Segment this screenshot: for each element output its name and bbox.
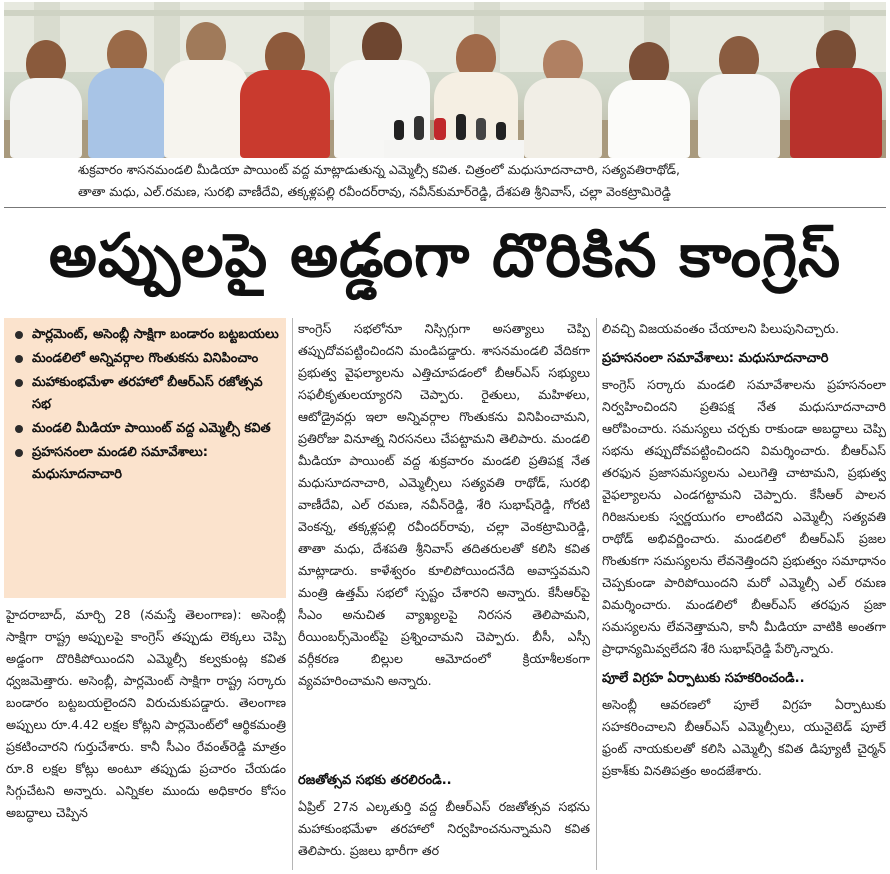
highlight-item — [10, 348, 280, 370]
article-subheading: ప్రహసనంలా సమావేశాలు: మధుసూదనాచారి — [602, 351, 829, 366]
person-7 — [524, 40, 602, 158]
highlight-item — [10, 372, 280, 416]
highlight-text: ప్రహసనంలా మండలి సమావేశాలు: మధుసూదనాచారి — [32, 445, 208, 482]
headline-divider — [4, 207, 886, 208]
article-paragraph: కాంగ్రెస్ సర్కారు మండలి సమావేశాలను ప్రహసనంలా నిర్వహించిందని ప్రతిపక్ష నేత మధుసూదనాచారి ఆరోపించారు. సమస్యలు చర్చకు రాకుండా అబద్ధాలు చెప్పి సభను తప్పుదోవపట్టించిందని విమర్శించారు. బీఆర్‌ఎస్ తరఫున ప్రజాసమస్యలను ఎలుగెత్తి చాటామని, ప్రభుత్వ వైఫల్యాలను ఎండగట్టామని చెప్పారు. కేసీఆర్ పాలన గిరిజనులకు స్వర్ణయుగం లాంటిదని ఎమ్మెల్సీ సత్యవతి రాథోడ్ అభివర్ణించారు. మండలిలో బీఆర్‌ఎస్ ప్రజల గొంతుకగా సమస్యలను లేవనెత్తిందని ప్రభుత్వం సమాధానం చెప్పకుండా పారిపోయిందని మరో ఎమ్మెల్సీ ఎల్ రమణ విమర్శించారు. మండలిలో బీఆర్‌ఎస్ తరఫున ప్రజా సమస్యలను లేవనెత్తామని, కానీ మీడియా వాటికి అంతగా ప్రాధాన్యమివ్వలేదని శేరి సుభాష్‌రెడ్డి పేర్కొన్నారు. — [602, 377, 886, 656]
highlight-text: మహాకుంభమేళా తరహాలో బీఆర్‌ఎస్ రజోత్సవ సభ — [32, 375, 263, 412]
news-photo — [4, 2, 886, 158]
bullet-icon — [15, 379, 23, 387]
article-paragraph: ఏప్రిల్ 27న ఎల్కతుర్తి వద్ద బీఆర్‌ఎస్ రజతోత్సవ సభను మహాకుంభమేళా తరహాలో నిర్వహించనున్నామని కవిత తెలిపారు. ప్రజలు భారీగా తర — [298, 799, 590, 858]
article-paragraph: లివచ్చి విజయవంతం చేయాలని పిలుపునిచ్చారు. — [602, 321, 840, 336]
headline: అప్పులపై అడ్డంగా దొరికిన కాంగ్రెస్ — [48, 221, 842, 291]
person-8 — [608, 42, 690, 158]
person-9 — [698, 36, 780, 158]
highlight-item — [10, 324, 280, 346]
highlights-box — [4, 318, 286, 598]
article-column-middle — [298, 318, 590, 758]
article-column-middle-lower — [298, 762, 590, 872]
article-paragraph: కాంగ్రెస్ సభలోనూ నిస్సిగ్గుగా అసత్యాలు చెప్పి తప్పుదోవపట్టించిందని మండిపడ్డారు. శాసనమండలి వేదికగా ప్రభుత్వ వైఫల్యాలను ఎత్తిచూపడంలో బీఆర్‌ఎస్ సభ్యులు సఫలీకృతులయ్యారని చెప్పారు. రైతులు, మహిళలు, ఆటోడ్రైవర్లు ఇలా అన్నివర్గాల గొంతుకను వినిపించామని, ప్రతిరోజు వినూత్న నిరసనలు చేపట్టామని తెలిపారు. మండలి మీడియా పాయింట్ వద్ద శుక్రవారం మండలి ప్రతిపక్ష నేత మధుసూదనాచారి, ఎమ్మెల్సీలు సత్యవతి రాథోడ్, సురభి వాణీదేవి, ఎల్ రమణ, నవీన్‌రెడ్డి, శేరి సుభాష్‌రెడ్డి, గోరటి వెంకన్న, తక్కళ్లపల్లి రవీందర్‌రావు, చల్లా వెంకట్రామిరెడ్డి, తాతా మధు, దేశపతి శ్రీనివాస్ తదితరులతో కలిసి కవిత మాట్లాడారు. కాళేశ్వరం కూలిపోయిందనేది అవాస్తవమని మంత్రి ఉత్తమ్ సభలో స్పష్టం చేశారని అన్నారు. కేసీఆర్‌పై సీఎం అనుచిత వ్యాఖ్యలపై నిరసన తెలిపామని, రీయింబర్స్‌మెంట్‌పై ప్రశ్నించామని చెప్పారు. బీసీ, ఎస్సీ వర్గీకరణ బిల్లుల ఆమోదంలో క్రియాశీలకంగా వ్యవహరించామని అన్నారు. — [298, 321, 590, 688]
article-column-left — [6, 604, 286, 872]
person-4 — [240, 32, 330, 158]
person-1 — [10, 40, 82, 158]
article-paragraph: అసెంబ్లీ ఆవరణలో పూలే విగ్రహ ఏర్పాటుకు సహకరించాలని బీఆర్‌ఎస్ ఎమ్మెల్సీలు, యునైటెడ్ పూలే ఫ్రంట్ నాయకులతో కలిసి ఎమ్మెల్సీ కవిత డిప్యూటీ చైర్మన్ ప్రకాశ్‌కు వినతిపత్రం అందజేశారు. — [602, 697, 886, 778]
highlight-item — [10, 442, 280, 486]
person-2 — [88, 30, 166, 158]
photo-caption-line-1: శుక్రవారం శాసనమండలి మీడియా పాయింట్ వద్ద మాట్లాడుతున్న ఎమ్మెల్సీ కవిత. చిత్రంలో మధుసూదనాచారి, సత్యవతిరాథోడ్, — [78, 162, 680, 177]
highlight-text: మండలిలో అన్నివర్గాల గొంతుకను వినిపించాం — [32, 351, 259, 366]
column-divider — [292, 318, 293, 870]
bullet-icon — [15, 449, 23, 457]
highlight-item — [10, 418, 280, 440]
article-paragraph: హైదరాబాద్, మార్చి 28 (నమస్తే తెలంగాణ): అసెంబ్లీ సాక్షిగా రాష్ట్ర అప్పులపై కాంగ్రెస్ తప్పుడు లెక్కలు చెప్పి అడ్డంగా దొరికిపోయిందని ఎమ్మెల్సీ కల్వకుంట్ల కవిత ధ్వజమెత్తారు. అసెంబ్లీ, పార్లమెంట్ సాక్షిగా రాష్ట్ర సర్కారు బండారం బట్టబయలైందని విరుచుకుపడ్డారు. తెలంగాణ అప్పులు రూ.4.42 లక్షల కోట్లని పార్లమెంట్‌లో ఆర్థికమంత్రి ప్రకటించారని గుర్తుచేశారు. కానీ సీఎం రేవంత్‌రెడ్డి మాత్రం రూ.8 లక్షల కోట్లు అంటూ తప్పుడు ప్రచారం చేయడం సిగ్గుచేటని అన్నారు. ఎన్నికల ముందు అధికారం కోసం అబద్ధాలు చెప్పిన — [6, 607, 286, 820]
article-subheading: రజతోత్సవ సభకు తరలిరండి.. — [298, 773, 452, 788]
bullet-icon — [15, 425, 23, 433]
highlight-text: మండలి మీడియా పాయింట్ వద్ద ఎమ్మెల్సీ కవిత — [32, 421, 271, 436]
person-10 — [790, 30, 882, 158]
microphones — [384, 114, 524, 158]
photo-caption-line-2: తాతా మధు, ఎల్.రమణ, సురభి వాణీదేవి, తక్కళ్లపల్లి రవీందర్‌రావు, నవీన్‌కుమార్‌రెడ్డి, దేశపతి శ్రీనివాస్, చల్లా వెంకట్రామిరెడ్డి — [78, 184, 671, 199]
article-column-right — [602, 318, 886, 870]
highlight-text: పార్లమెంట్, అసెంబ్లీ సాక్షిగా బండారం బట్టబయలు — [32, 327, 279, 342]
person-3 — [164, 22, 248, 158]
bullet-icon — [15, 331, 23, 339]
article-subheading: పూలే విగ్రహ ఏర్పాటుకు సహకరించండి.. — [602, 671, 805, 686]
bullet-icon — [15, 355, 23, 363]
column-divider — [596, 318, 597, 870]
